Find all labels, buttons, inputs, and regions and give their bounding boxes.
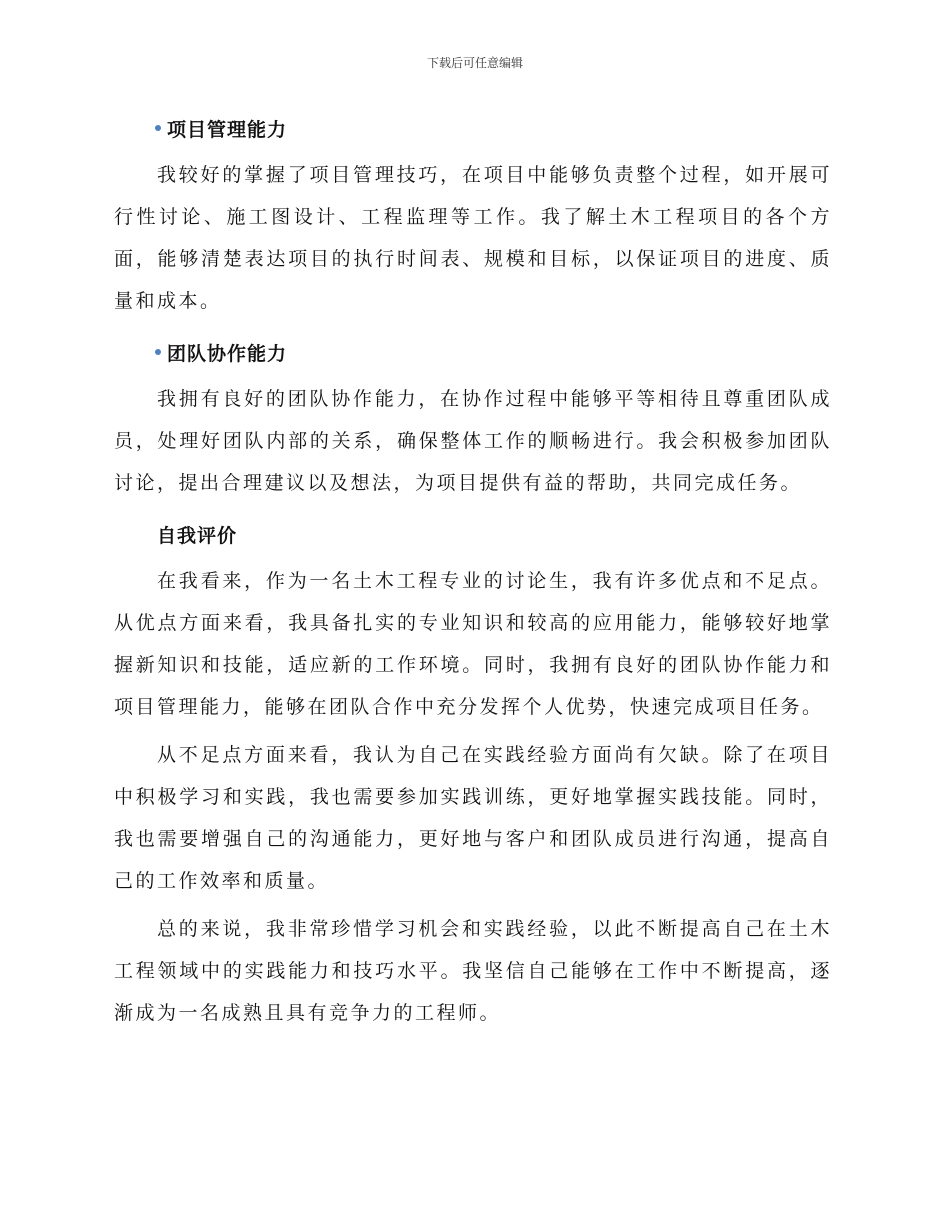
document-body [114, 108, 832, 1034]
heading-text: 自我评价 [157, 524, 238, 547]
bullet-icon [155, 125, 161, 131]
paragraph-teamwork: 我拥有良好的团队协作能力，在协作过程中能够平等相待且尊重团队成员，处理好团队内部的关系，确保整体工作的顺畅进行。我会积极参加团队讨论，提出合理建议以及想法，为项目提供有益的帮助，共同完成任务。 [114, 388, 832, 494]
section-heading-self-evaluation [157, 514, 832, 554]
heading-text: 项目管理能力 [167, 118, 288, 141]
page-header: 下载后可任意编辑 [426, 56, 523, 70]
section-heading-teamwork [157, 332, 832, 372]
paragraph-self-evaluation-2: 从不足点方面来看，我认为自己在实践经验方面尚有欠缺。除了在项目中积极学习和实践，我也需要参加实践训练，更好地掌握实践技能。同时，我也需要增强自己的沟通能力，更好地与客户和团队成员进行沟通，提高自己的工作效率和质量。 [114, 744, 832, 892]
paragraph-project-management: 我较好的掌握了项目管理技巧，在项目中能够负责整个过程，如开展可行性讨论、施工图设计、工程监理等工作。我了解土木工程项目的各个方面，能够清楚表达项目的执行时间表、规模和目标，以保证项目的进度、质量和成本。 [114, 164, 832, 312]
paragraph-self-evaluation-1: 在我看来，作为一名土木工程专业的讨论生，我有许多优点和不足点。从优点方面来看，我具备扎实的专业知识和较高的应用能力，能够较好地掌握新知识和技能，适应新的工作环境。同时，我拥有良好的团队协作能力和项目管理能力，能够在团队合作中充分发挥个人优势，快速完成项目任务。 [114, 570, 832, 718]
section-heading-project-management [157, 108, 832, 148]
bullet-icon [155, 349, 161, 355]
paragraph-self-evaluation-3: 总的来说，我非常珍惜学习机会和实践经验，以此不断提高自己在土木工程领域中的实践能力和技巧水平。我坚信自己能够在工作中不断提高，逐渐成为一名成熟且具有竞争力的工程师。 [114, 918, 832, 1024]
heading-text: 团队协作能力 [167, 342, 288, 365]
